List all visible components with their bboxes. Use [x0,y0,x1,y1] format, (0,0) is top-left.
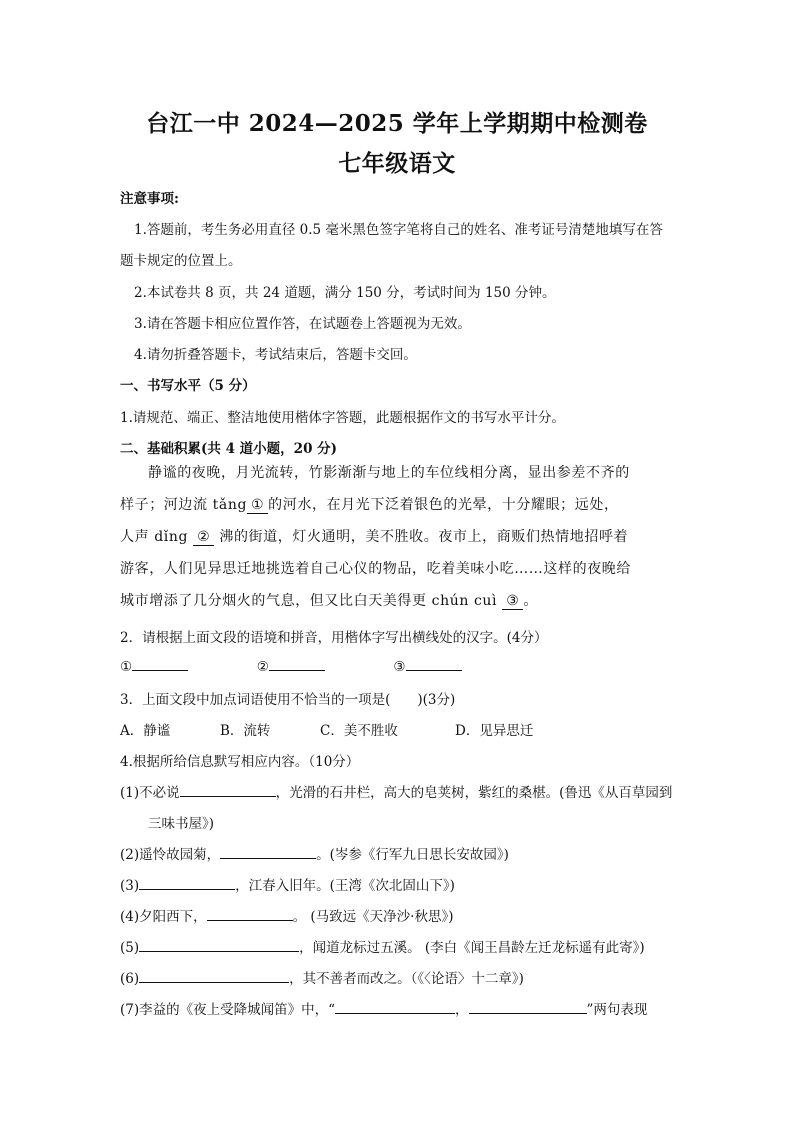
fill-blank[interactable] [207,907,293,921]
passage-line: 游客，人们见异思迁地挑选着自己心仪的物品，吃着美味小吃……这样的夜晚给 [120,561,631,577]
note-item: 题卡规定的位置上。 [120,253,242,269]
notes-heading: 注意事项: [120,191,179,207]
note-item: 2.本试卷共 8 页，共 24 道题，满分 150 分，考试时间为 150 分钟。 [134,285,556,301]
fill-blank[interactable] [139,969,289,983]
answer-blank-1[interactable]: ① [120,659,188,675]
exam-title: 台江一中 2024—2025 学年上学期期中检测卷 [146,110,648,137]
note-item: 1.答题前，考生务必用直径 0.5 毫米黑色签字笔将自己的姓名、准考证号清楚地填写在答 [134,222,663,238]
passage-line: 人声 dǐng ② 沸的街道，灯火通明，美不胜收。夜市上，商贩们热情地招呼着 [120,529,629,545]
question-3-options [120,719,533,739]
recite-item-7: (7)李益的《夜上受降城闻笛》中，“ ， ”两句表现 [120,1002,648,1018]
recite-item-1: (1)不必说 ，光滑的石井栏，高大的皂荚树，紫红的桑椹。(鲁迅《从百草园到 [120,785,673,801]
fill-blank[interactable] [469,1000,587,1014]
option-b[interactable]: B．流转 [220,723,271,739]
option-c[interactable]: C．美不胜收 [320,723,398,739]
section2-heading: 二、基础积累(共 4 道小题，20 分) [120,441,338,457]
recite-item-2: (2)遥怜故园菊， 。(岑参《行军九日思长安故园》) [120,847,509,863]
answer-blank-2[interactable]: ② [257,659,325,675]
fill-blank[interactable] [139,938,299,952]
section1-heading: 一、书写水平（5 分） [120,378,256,394]
option-a[interactable]: A．静谧 [120,723,171,739]
question-1: 1.请规范、端正、整洁地使用楷体字答题，此题根据作文的书写水平计分。 [120,410,565,426]
note-item: 4.请勿折叠答题卡，考试结束后，答题卡交回。 [134,347,417,363]
fill-blank[interactable] [335,1000,455,1014]
passage-line: 城市增添了几分烟火的气息，但又比白天美得更 chún cuì ③ 。 [120,593,538,609]
blank-2: ② [193,529,214,546]
note-item: 3.请在答题卡相应位置作答，在试题卷上答题视为无效。 [134,316,471,332]
question-3: 3．上面文段中加点词语使用不恰当的一项是( )(3分) [120,692,456,708]
recite-item-6: (6) ，其不善者而改之。（《〈论语〉十二章》) [120,971,524,987]
recite-item-1-cont: 三味书屋》) [148,816,215,832]
recite-item-3: (3) ，江春入旧年。(王湾《次北固山下》) [120,878,455,894]
blank-3: ③ [502,593,523,610]
option-d[interactable]: D．见异思迁 [455,723,534,739]
question-2-blanks [120,657,462,675]
exam-subtitle: 七年级语文 [338,150,456,177]
passage-line: 静谧的夜晚，月光流转，竹影渐渐与地上的车位线相分离，显出参差不齐的 [148,465,630,481]
fill-blank[interactable] [139,876,235,890]
recite-item-5: (5) ，闻道龙标过五溪。 (李白《闻王昌龄左迁龙标遥有此寄》) [120,940,645,956]
fill-blank[interactable] [180,783,276,797]
answer-blank-3[interactable]: ③ [393,659,461,675]
question-2: 2．请根据上面文段的语境和拼音，用楷体字写出横线处的汉字。(4分） [120,630,548,646]
passage-line: 样子；河边流 tǎng ① 的河水，在月光下泛着银色的光晕，十分耀眼；远处， [120,497,619,513]
fill-blank[interactable] [220,845,316,859]
blank-1: ① [247,497,268,514]
recite-item-4: (4)夕阳西下， 。 (马致远《天净沙·秋思》) [120,909,454,925]
question-4: 4.根据所给信息默写相应内容。（10分） [120,754,360,770]
